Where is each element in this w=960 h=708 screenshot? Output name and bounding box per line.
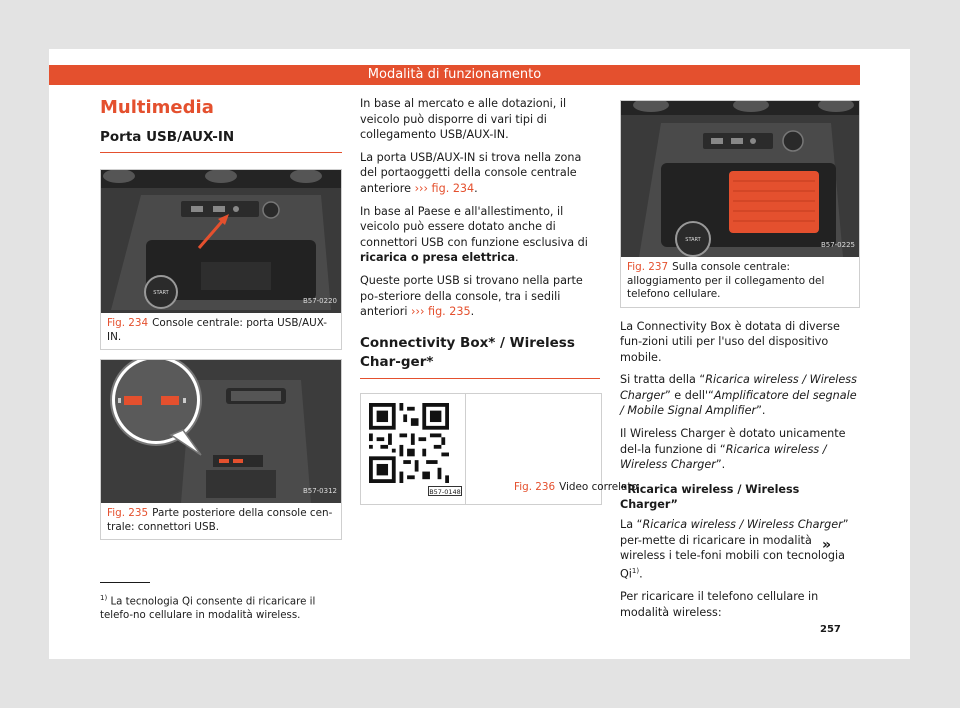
caption-text: Video correlato: [559, 480, 638, 493]
svg-text:START: START: [153, 290, 169, 296]
paragraph-text: La porta USB/AUX-IN si trova nella zona del portaoggetti della console centrale anteriore: [360, 150, 582, 195]
figure-number: Fig. 236: [514, 480, 556, 493]
figure-234: [100, 169, 342, 350]
footnote-marker[interactable]: 1): [631, 566, 640, 575]
running-header: Modalità di funzionamento: [49, 65, 860, 85]
figure-number: Fig. 235: [107, 507, 149, 519]
figure-235-caption: [101, 503, 341, 539]
text: Il Wireless Charger è dotato unicamente del-la funzione di “: [620, 427, 846, 456]
paragraph-text: Queste porte USB si trovano nella parte po-steriore della console, tra i sedili anteriori: [360, 273, 583, 319]
footnote-divider: [100, 582, 150, 583]
bold-term: ricarica o presa elettrica: [360, 251, 515, 265]
text: ”.: [715, 458, 726, 472]
paragraph: Queste porte USB si trovano nella parte po-steriore della console, tra i sedili anteriori ››› fig. 235.: [360, 273, 583, 319]
qr-code-icon[interactable]: [369, 403, 449, 483]
figure-237: [620, 100, 860, 308]
paragraph: Per ricaricare il telefono cellulare in modalità wireless:: [620, 590, 819, 619]
paragraph: La Connectivity Box è dotata di diverse fun-zioni utili per l'uso del dispositivo mobile.: [620, 319, 840, 364]
caption-text: Console centrale: porta USB/AUX-IN.: [107, 317, 328, 343]
figure-236: [360, 393, 638, 505]
figure-reference-link[interactable]: ››› fig. 235: [411, 305, 471, 319]
section-title: Multimedia: [100, 97, 214, 118]
paragraph: [620, 426, 860, 473]
italic-term: Ricarica wireless / Wireless Charger: [620, 442, 827, 472]
figure-number: Fig. 237: [627, 261, 669, 273]
footnote-marker: 1): [100, 594, 108, 602]
continue-marker: »: [822, 537, 832, 553]
figure-237-image: [621, 101, 859, 257]
figure-234-caption: [101, 313, 341, 349]
divider: [465, 393, 466, 505]
image-code: B57-0220: [302, 297, 337, 306]
column-middle: [360, 96, 638, 505]
text: ” per-mette di ricaricare in modalità wireless i tele-foni mobili con tecnologia Qi: [620, 518, 849, 581]
paragraph: In base al Paese e all'allestimento, il veicolo può essere dotato anche di connettori USB con funzione esclusiva di ricarica o presa elettrica.: [360, 204, 588, 265]
figure-237-caption: [621, 257, 859, 307]
text: ” e dell'“: [664, 388, 714, 402]
image-code: B57-0225: [820, 241, 855, 250]
subsection-title: Connectivity Box* / Wireless Char-ger*: [360, 334, 600, 379]
rear-console-usb-illustration: [101, 360, 341, 503]
wireless-charger-illustration: [621, 101, 859, 257]
figure-235: [100, 359, 342, 540]
italic-term: Ricarica wireless / Wireless Charger: [620, 373, 857, 402]
paragraph-text: In base al Paese e all'allestimento, il veicolo può essere dotato anche di connettori USB con funzione esclusiva di: [360, 204, 588, 249]
figure-number: Fig. 234: [107, 317, 149, 329]
figure-reference-link[interactable]: ››› fig. 234: [414, 181, 475, 195]
caption-text: Parte posteriore della console cen-trale: connettori USB.: [107, 507, 333, 533]
figure-234-image: [101, 170, 341, 313]
italic-term: Amplificatore del segnale / Mobile Signal Amplifier: [620, 388, 857, 418]
paragraph: La porta USB/AUX-IN si trova nella zona del portaoggetti della console centrale anteriore ››› fig. 234.: [360, 150, 582, 195]
svg-text:START: START: [685, 237, 701, 243]
paragraph-heading: “Ricarica wireless / Wireless Charger”: [620, 482, 800, 512]
image-code: B57-0312: [302, 487, 337, 496]
image-code: B57-0148: [429, 487, 461, 496]
text: Si tratta della “: [620, 373, 706, 387]
italic-term: Ricarica wireless / Wireless Charger: [642, 518, 843, 532]
caption-text: Sulla console centrale: alloggiamento per il collegamento del telefono cellulare.: [627, 261, 825, 300]
page-number: 257: [820, 624, 841, 635]
footnote-text: La tecnologia Qi consente di ricaricare il telefo-no cellulare in modalità wireless.: [100, 596, 316, 622]
text: .: [639, 567, 643, 581]
text: La “: [620, 518, 643, 532]
footnote: [100, 591, 344, 623]
console-usb-illustration: [101, 170, 341, 313]
paragraph: [620, 372, 860, 419]
subsection-title: Porta USB/AUX-IN: [100, 128, 342, 153]
paragraph: In base al mercato e alle dotazioni, il veicolo può disporre di vari tipi di collegamento USB/AUX-IN.: [360, 97, 567, 142]
figure-235-image: [101, 360, 341, 503]
text-block: [620, 319, 860, 621]
column-left: [100, 96, 342, 540]
text: ”.: [756, 404, 766, 418]
